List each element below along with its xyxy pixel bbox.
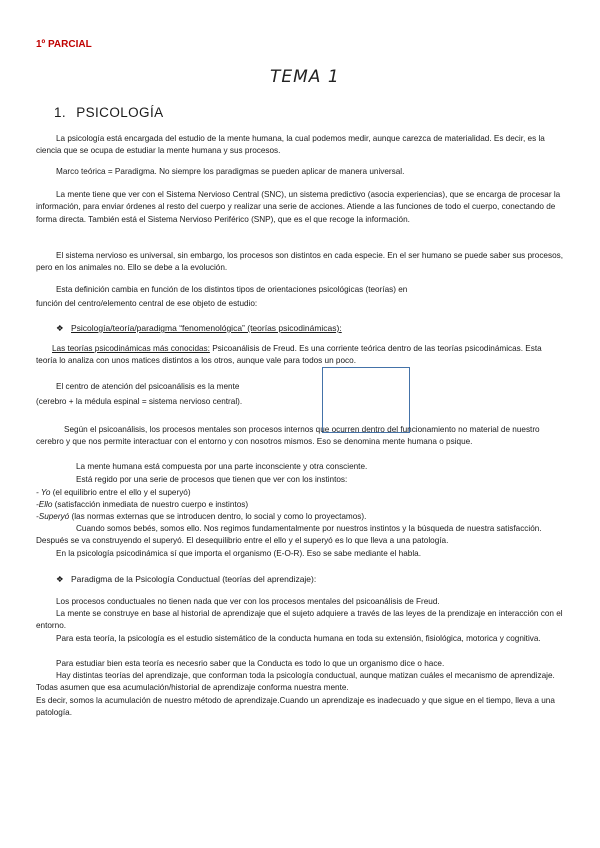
tema-title: TEMA 1 <box>270 67 340 87</box>
bullet-2-title: Paradigma de la Psicología Conductual (teorías del aprendizaje): <box>71 574 317 584</box>
intro-paragraph-5a: Esta definición cambia en función de los distintos tipos de orientaciones psicológicas (teorías) en <box>56 285 408 294</box>
bullet-2 <box>56 574 316 585</box>
psico-paragraph-1-rest: Psicoanálisis de Freud. Es una corriente teórica dentro de las teorías psicodinámicas. Esta teoría lo analiza con unos matices distintos a los otros, aunque vale para todos un poco. <box>36 344 542 366</box>
conductual-paragraph-4: Para estudiar bien esta teoría es necesrio saber que la Conducta es todo lo que un organismo dice o hace. <box>56 659 445 668</box>
psico-paragraph-2a: El centro de atención del psicoanálisis es la mente <box>56 382 240 391</box>
superyo-line <box>36 511 564 523</box>
conductual-paragraph-6: Es decir, somos la acumulación de nuestro método de aprendizaje.Cuando un aprendizaje es inadecuado y que sigue en el tiempo, lleva a una patología. <box>36 696 555 718</box>
diamond-bullet-icon: ❖ <box>56 574 64 584</box>
conductual-paragraph-3: Para esta teoría, la psicología es el estudio sistemático de la conducta humana en toda su extensión, fisiológica, motorica y cognitiva. <box>56 634 541 643</box>
superyo-label: -Superyó <box>36 512 70 521</box>
bullet-1-title: Psicología/teoría/paradigma “fenomenológica” (teorías psicodinámicas): <box>71 323 342 333</box>
psico-paragraph-7: En la psicología psicodinámica sí que importa el organismo (E-O-R). Eso se sabe mediante el habla. <box>56 549 421 558</box>
parcial-heading: 1º PARCIAL <box>36 39 92 50</box>
yo-label: - Yo <box>36 488 51 497</box>
intro-paragraph-4: El sistema nervioso es universal, sin embargo, los procesos son distintos en cada especie. En el ser humano se puede saber sus procesos, pero en los animales no. Ello se debe a la evolución. <box>36 251 563 273</box>
bullet-1 <box>56 323 342 334</box>
ello-text: (satisfacción inmediata de nuestro cuerpo e instintos) <box>52 500 249 509</box>
yo-text: (el equilibrio entre el ello y el superyó) <box>50 488 191 497</box>
ello-line <box>36 499 564 511</box>
psico-paragraph-6: Cuando somos bebés, somos ello. Nos regimos fundamentalmente por nuestros instintos y la búsqueda de nuestra satisfacción. Después se va construyendo el superyó. El desequilibrio entre el ello y el superyó es lo que lleva a una patología. <box>36 524 542 546</box>
psico-paragraph-5: Está regido por una serie de procesos que tienen que ver con los instintos: <box>76 475 348 484</box>
yo-line <box>36 487 564 499</box>
superyo-text: (las normas externas que se introducen dentro, lo social y como lo proyectamos). <box>69 512 367 521</box>
intro-paragraph-5b: función del centro/elemento central de ese objeto de estudio: <box>36 299 258 308</box>
conductual-paragraph-1: Los procesos conductuales no tienen nada que ver con los procesos mentales del psicoanálisis de Freud. <box>56 597 440 606</box>
section-heading <box>54 105 164 120</box>
intro-paragraph-3: La mente tiene que ver con el Sistema Nervioso Central (SNC), un sistema predictivo (asocia experiencias), que se encarga de procesar la información, para enviar órdenes al resto del cuerpo y realizar una serie de acciones. Atiende a las funciones de todo el cuerpo, conectando de forma directa. También está el Sistema Nervioso Periférico (SNP), que es el que recoge la información. <box>36 190 561 224</box>
diamond-bullet-icon: ❖ <box>56 323 64 333</box>
psico-paragraph-3: Según el psicoanálisis, los procesos mentales son procesos internos que ocurren dentro del funcionamiento no material de nuestro cerebro y que nos permite interactuar con el entorno y con nosotros mismos. Eso se denomina mente humana o psique. <box>36 425 540 447</box>
psico-paragraph-1 <box>36 343 564 368</box>
section-number: 1. <box>54 105 67 120</box>
psico-paragraph-2b: (cerebro + la médula espinal = sistema nervioso central). <box>36 397 243 406</box>
intro-paragraph-1: La psicología está encargada del estudio de la mente humana, la cual podemos medir, aunque carezca de materialidad. Es decir, es la ciencia que se ocupa de estudiar la mente humana y sus procesos. <box>36 134 545 156</box>
psico-paragraph-4: La mente humana está compuesta por una parte inconsciente y otra consciente. <box>76 462 368 471</box>
ello-label: -Ello <box>36 500 53 509</box>
psico-lead: Las teorías psicodinámicas más conocidas: <box>52 344 210 353</box>
conductual-paragraph-5: Hay distintas teorías del aprendizaje, que conforman toda la psicología conductual, aunque matizan cuáles el mecanismo de aprendizaje. Todas asumen que esa acumulación/historial de aprendizaje conforma nuestra mente. <box>36 671 555 693</box>
section-title: PSICOLOGÍA <box>76 105 164 120</box>
conductual-paragraph-2: La mente se construye en base al historial de aprendizaje que el sujeto adquiere a través de las leyes de la prendizaje en interacción con el entorno. <box>36 609 563 631</box>
intro-paragraph-2: Marco teórica = Paradigma. No siempre los paradigmas se pueden aplicar de manera universal. <box>56 167 405 176</box>
